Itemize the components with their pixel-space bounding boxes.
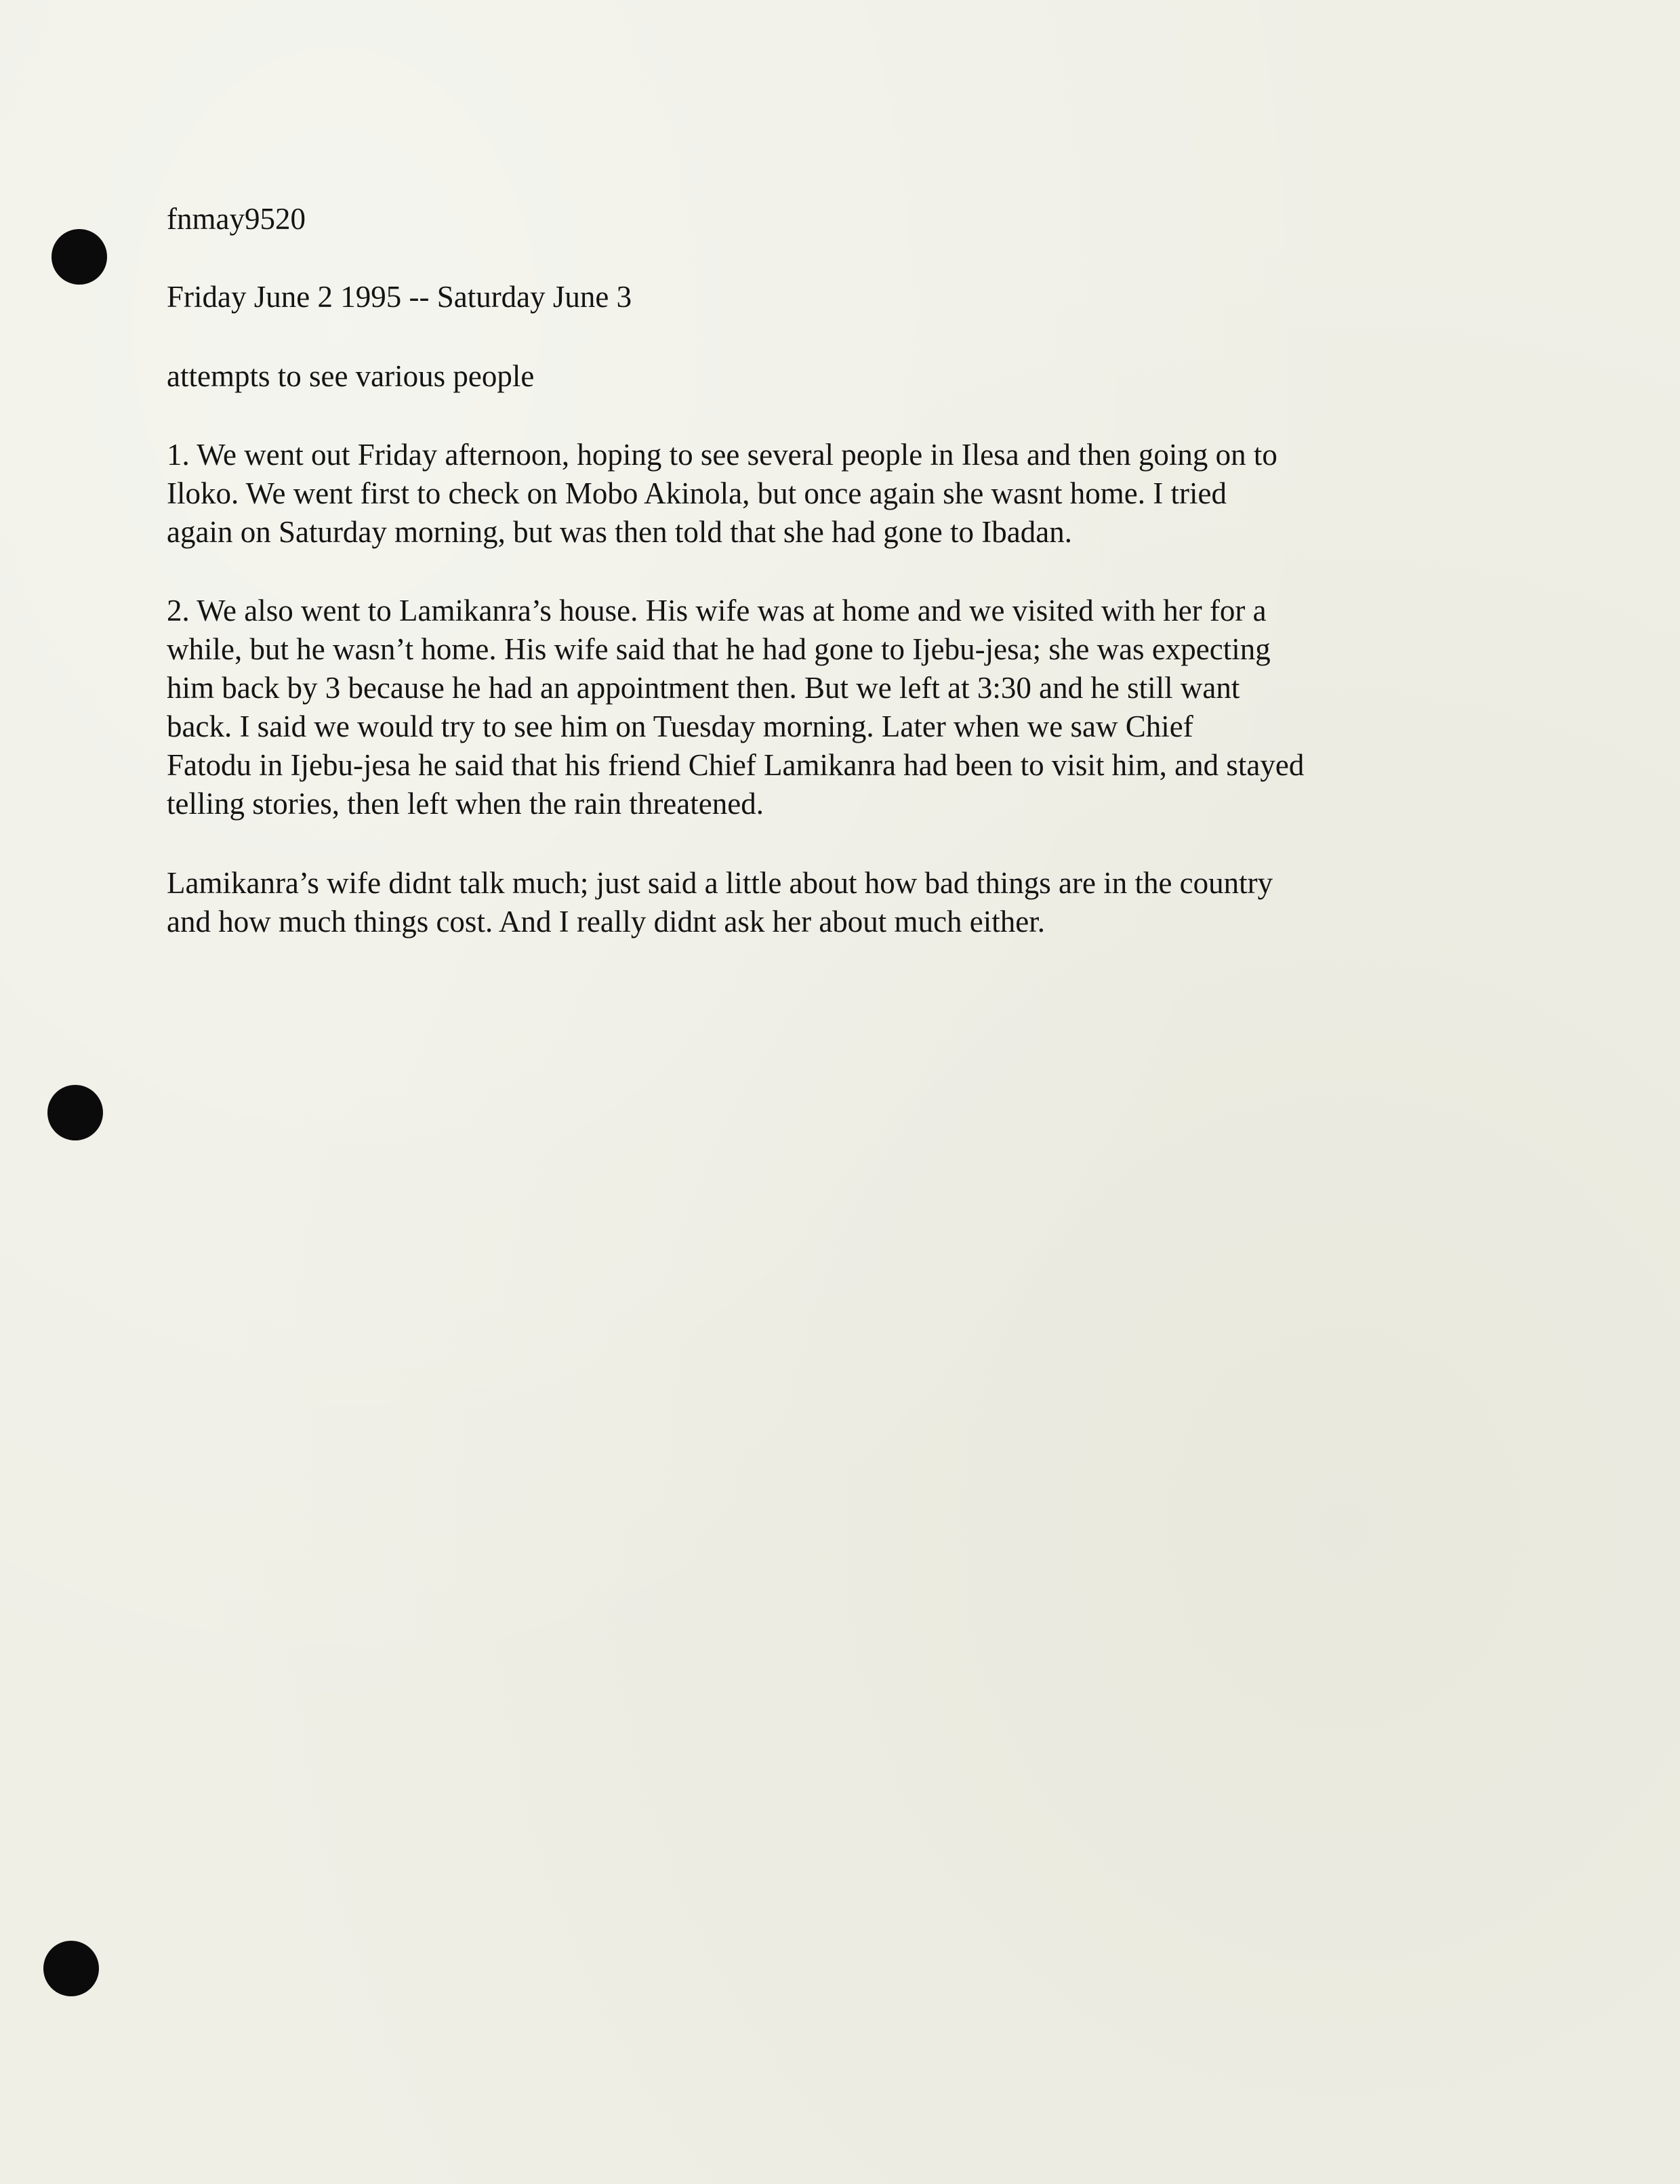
paragraph-1 [167, 436, 1475, 552]
paragraph-line: and how much things cost. And I really didnt ask her about much either. [167, 905, 1045, 939]
date-range: Friday June 2 1995 -- Saturday June 3 [167, 280, 632, 314]
paragraph-line: telling stories, then left when the rain threatened. [167, 787, 764, 821]
paragraph-line: him back by 3 because he had an appointment then. But we left at 3:30 and he still want [167, 671, 1240, 705]
subject-line: attempts to see various people [167, 359, 535, 393]
document-id: fnmay9520 [167, 202, 306, 236]
paragraph-line: Iloko. We went first to check on Mobo Akinola, but once again she wasnt home. I tried [167, 476, 1227, 510]
paragraph-line: Fatodu in Ijebu-jesa he said that his friend Chief Lamikanra had been to visit him, and stayed [167, 748, 1305, 782]
paragraph-3 [167, 864, 1475, 941]
paragraph-line: while, but he wasn’t home. His wife said that he had gone to Ijebu-jesa; she was expecting [167, 632, 1271, 666]
paragraph-line: 1. We went out Friday afternoon, hoping to see several people in Ilesa and then going on to [167, 438, 1277, 472]
punch-hole-bottom [43, 1941, 99, 1996]
paragraph-2 [167, 592, 1475, 823]
punch-hole-middle [47, 1085, 103, 1140]
paragraph-line: Lamikanra’s wife didnt talk much; just said a little about how bad things are in the country [167, 866, 1273, 900]
paragraph-line: 2. We also went to Lamikanra’s house. His wife was at home and we visited with her for a [167, 594, 1267, 627]
punch-hole-top [52, 229, 107, 285]
paragraph-line: again on Saturday morning, but was then told that she had gone to Ibadan. [167, 515, 1072, 549]
paragraph-line: back. I said we would try to see him on Tuesday morning. Later when we saw Chief [167, 709, 1193, 743]
